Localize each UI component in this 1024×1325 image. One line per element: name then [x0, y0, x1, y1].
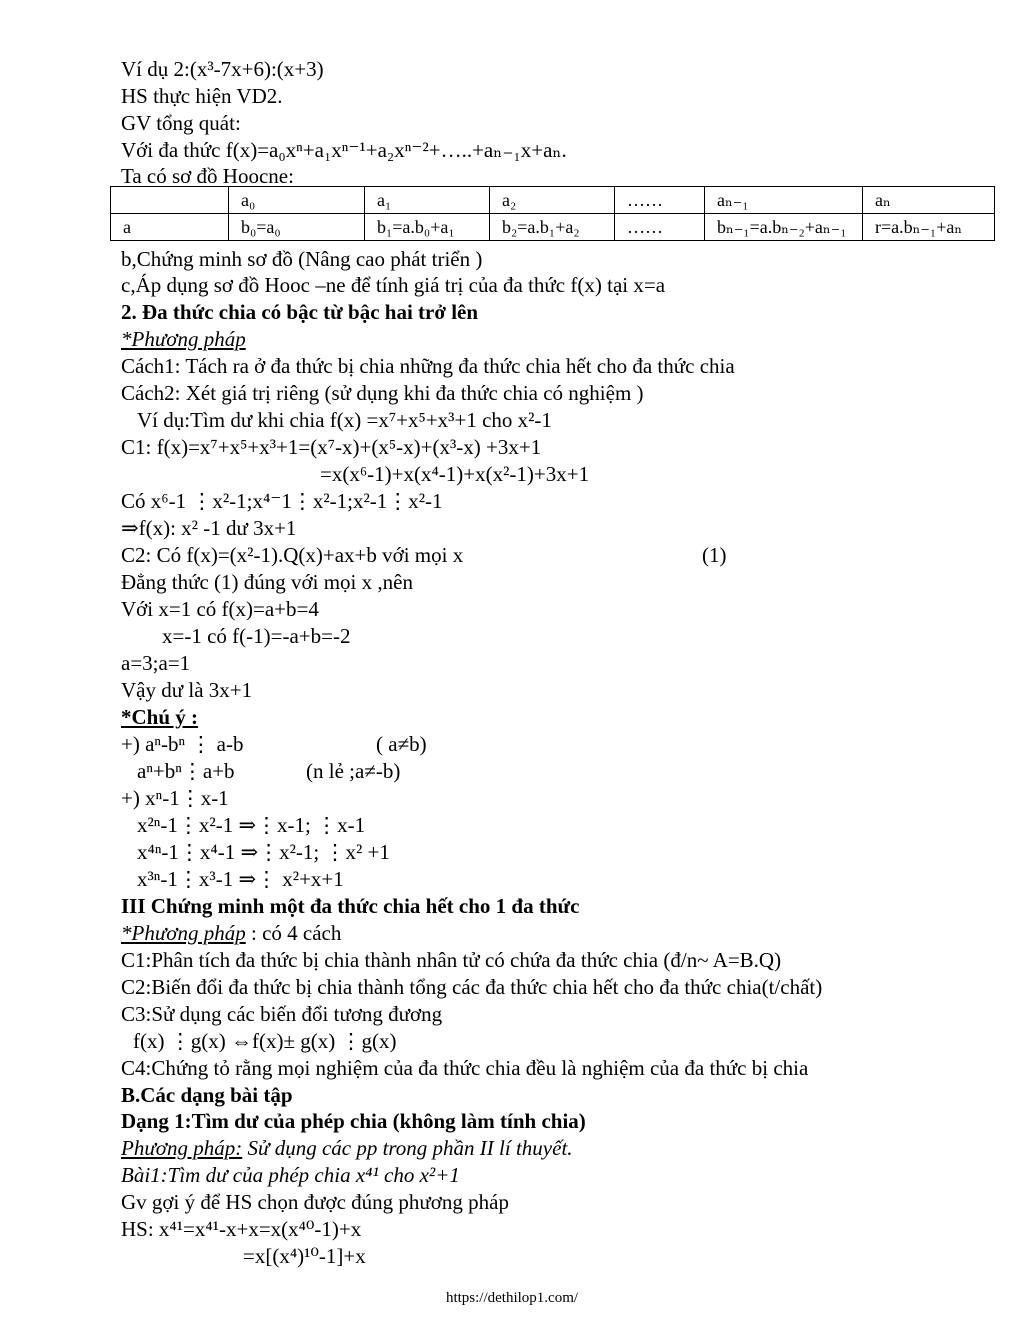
text-line-4: Ta có sơ đồ Hoocne:	[121, 164, 294, 188]
text-line-b-8: =x(x⁶-1)+x(x⁴-1)+x(x²-1)+3x+1	[320, 462, 590, 486]
text-line-b-10: ⇒f(x): x² -1 dư 3x+1	[121, 516, 297, 540]
method-line-dang1	[121, 1136, 573, 1160]
text-line-b-37: HS: x⁴¹=x⁴¹-x+x=x(x⁴⁰-1)+x	[121, 1217, 362, 1241]
text-line-b-12: (1)	[702, 543, 727, 567]
text-line-b-26: x³ⁿ-1⋮x³-1 ⇒⋮ x²+x+1	[137, 867, 344, 891]
table-row	[111, 187, 995, 214]
text-line-b-24: x²ⁿ-1⋮x²-1 ⇒⋮x-1; ⋮x-1	[137, 813, 366, 837]
text-line-b-27: III Chứng minh một đa thức chia hết cho 1 đa thức	[121, 894, 580, 918]
text-line-b-13: Đẳng thức (1) đúng với mọi x ,nên	[121, 570, 413, 594]
footer-url[interactable]: https://dethilop1.com/	[445, 1290, 579, 1306]
text-line-b-30: C3:Sử dụng các biến đổi tương đương	[121, 1002, 443, 1026]
text-line-b-7: C1: f(x)=x⁷+x⁵+x³+1=(x⁷-x)+(x⁵-x)+(x³-x) +3x+1	[121, 435, 542, 459]
text-line-3: Với đa thức f(x)=a₀xⁿ+a₁xⁿ⁻¹+a₂xⁿ⁻²+…..+aₙ₋₁x+aₙ.	[121, 138, 567, 162]
table-cell: ……	[615, 214, 705, 241]
text-line-b-14: Với x=1 có f(x)=a+b=4	[121, 597, 319, 621]
table-cell: a	[111, 214, 229, 241]
text-line-b-35: Bài1:Tìm dư của phép chia x⁴¹ cho x²+1	[121, 1163, 460, 1187]
text-line-b-9: Có x⁶-1 ⋮x²-1;x⁴⁻1⋮x²-1;x²-1⋮x²-1	[121, 489, 443, 513]
method-label: *Phương pháp	[121, 921, 246, 945]
text-line-b-28: C1:Phân tích đa thức bị chia thành nhân tử có chứa đa thức chia (đ/n~ A=B.Q)	[121, 948, 782, 972]
text-line-b-0: b,Chứng minh sơ đồ (Nâng cao phát triển )	[121, 247, 483, 271]
text-line-b-16: a=3;a=1	[121, 651, 191, 675]
text-line-b-38: =x[(x⁴)¹⁰-1]+x	[243, 1244, 366, 1268]
text-line-b-32: C4:Chứng tỏ rằng mọi nghiệm của đa thức chia đều là nghiệm của đa thức bị chia	[121, 1056, 809, 1080]
text-line-b-4: Cách1: Tách ra ở đa thức bị chia những đa thức chia hết cho đa thức chia	[121, 354, 735, 378]
table-row	[111, 214, 995, 241]
table-cell: a₁	[365, 187, 490, 214]
text-line-b-25: x⁴ⁿ-1⋮x⁴-1 ⇒⋮x²-1; ⋮x² +1	[137, 840, 390, 864]
text-line-b-15: x=-1 có f(-1)=-a+b=-2	[162, 624, 351, 648]
horner-table	[110, 186, 995, 241]
text-line-b-1: c,Áp dụng sơ đồ Hooc –ne để tính giá trị của đa thức f(x) tại x=a	[121, 273, 666, 297]
table-cell: aₙ₋₁	[705, 187, 863, 214]
table-cell: ……	[615, 187, 705, 214]
text-line-b-29: C2:Biến đổi đa thức bị chia thành tổng các đa thức chia hết cho đa thức chia(t/chất)	[121, 975, 823, 999]
text-line-0: Ví dụ 2:(x³-7x+6):(x+3)	[121, 57, 324, 81]
table-cell: b₂=a.b₁+a₂	[490, 214, 615, 241]
text-line-b-21: aⁿ+bⁿ⋮a+b	[137, 759, 235, 783]
text-line-1: HS thực hiện VD2.	[121, 84, 283, 108]
text-line-b-22: (n lẻ ;a≠-b)	[306, 759, 401, 783]
table-cell: b₁=a.b₀+a₁	[365, 214, 490, 241]
text-line-b-31: f(x) ⋮g(x) ⇔f(x)± g(x) ⋮g(x)	[133, 1029, 397, 1053]
text-line-b-17: Vậy dư là 3x+1	[121, 678, 253, 702]
text-line-b-3: *Phương pháp	[121, 327, 246, 351]
text-line-b-18: *Chú ý :	[121, 705, 199, 729]
table-cell: a₂	[490, 187, 615, 214]
text-line-b-11: C2: Có f(x)=(x²-1).Q(x)+ax+b với mọi x	[121, 543, 464, 567]
table-cell: r=a.bₙ₋₁+aₙ	[863, 214, 995, 241]
text-line-b-36: Gv gợi ý để HS chọn được đúng phương pháp	[121, 1190, 509, 1214]
method-rest: : có 4 cách	[245, 921, 342, 945]
method-rest-2: Sử dụng các pp trong phần II lí thuyết.	[242, 1136, 573, 1160]
table-cell	[111, 187, 229, 214]
text-line-b-34: Dạng 1:Tìm dư của phép chia (không làm tính chia)	[121, 1109, 586, 1133]
text-line-b-23: +) xⁿ-1⋮x-1	[121, 786, 229, 810]
text-line-b-33: B.Các dạng bài tập	[121, 1083, 293, 1107]
text-line-b-19: +) aⁿ-bⁿ ⋮ a-b	[121, 732, 244, 756]
text-line-b-6: Ví dụ:Tìm dư khi chia f(x) =x⁷+x⁵+x³+1 cho x²-1	[137, 408, 552, 432]
text-line-b-5: Cách2: Xét giá trị riêng (sử dụng khi đa thức chia có nghiệm )	[121, 381, 644, 405]
method-label-2: Phương pháp:	[121, 1136, 243, 1160]
table-cell: b₀=a₀	[229, 214, 365, 241]
table-cell: aₙ	[863, 187, 995, 214]
text-line-b-2: 2. Đa thức chia có bậc từ bậc hai trở lên	[121, 300, 479, 324]
method-line-c4	[121, 921, 341, 945]
table-cell: a₀	[229, 187, 365, 214]
table-cell: bₙ₋₁=a.bₙ₋₂+aₙ₋₁	[705, 214, 863, 241]
text-line-2: GV tổng quát:	[121, 111, 241, 135]
text-line-b-20: ( a≠b)	[376, 732, 427, 756]
